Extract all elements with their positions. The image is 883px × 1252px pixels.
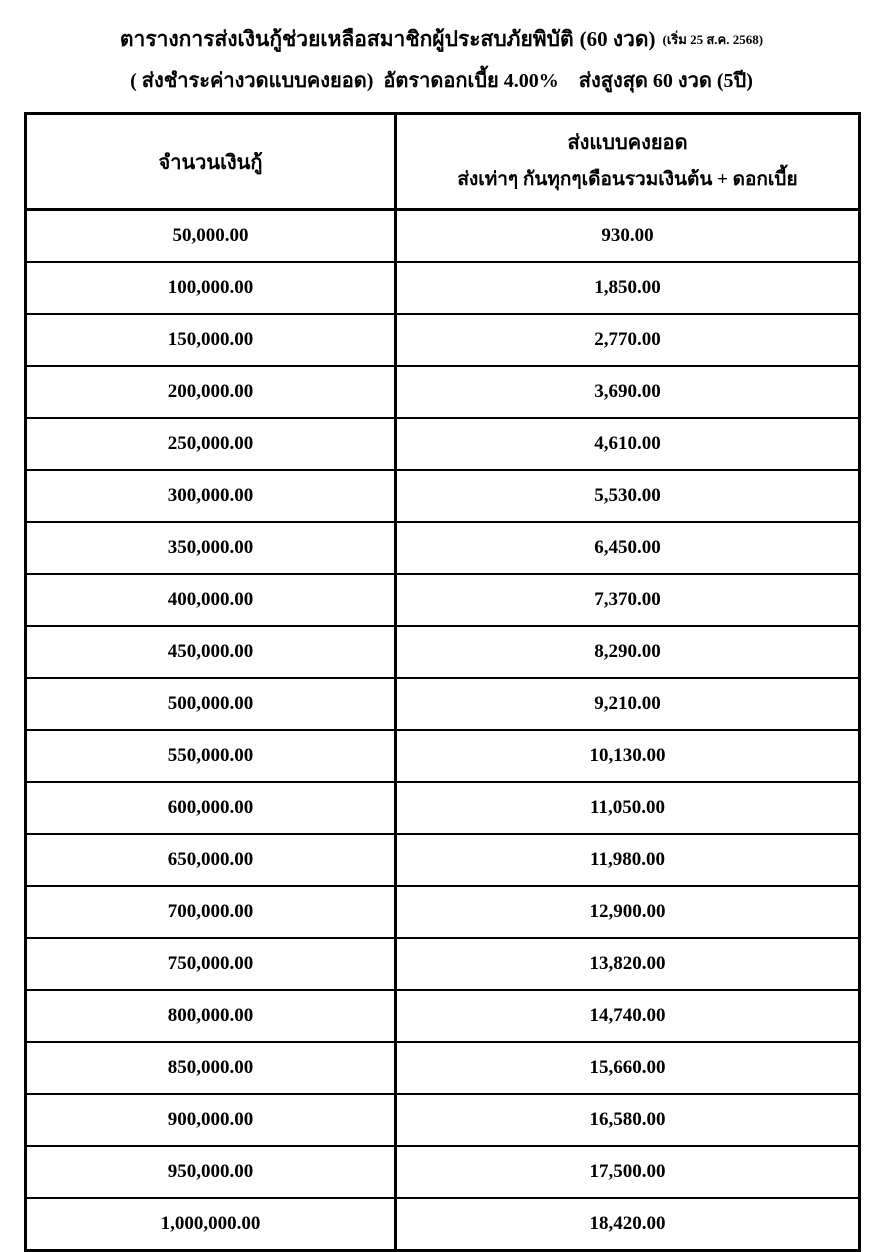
table-row <box>26 782 860 834</box>
table-row <box>26 678 860 730</box>
cell-loan-amount: 550,000.00 <box>26 730 396 782</box>
table-row <box>26 730 860 782</box>
cell-loan-amount: 500,000.00 <box>26 678 396 730</box>
cell-installment: 16,580.00 <box>396 1094 860 1146</box>
table-row <box>26 418 860 470</box>
table-row <box>26 1198 860 1251</box>
cell-loan-amount: 700,000.00 <box>26 886 396 938</box>
cell-installment: 18,420.00 <box>589 1213 666 1234</box>
cell-installment: 11,980.00 <box>396 834 860 886</box>
table-row <box>26 834 860 886</box>
cell-loan-amount: 750,000.00 <box>26 938 396 990</box>
table-row <box>26 522 860 574</box>
cell-loan-amount: 400,000.00 <box>26 574 396 626</box>
cell-installment: 13,820.00 <box>396 938 860 990</box>
cell-installment: 930.00 <box>396 210 860 263</box>
column-header-installment <box>396 114 860 210</box>
cell-loan-amount: 950,000.00 <box>26 1146 396 1198</box>
cell-loan-amount: 50,000.00 <box>26 210 396 263</box>
page-subtitle <box>0 69 883 94</box>
table-row <box>26 1042 860 1094</box>
cell-installment: 3,690.00 <box>396 366 860 418</box>
cell-installment: 7,370.00 <box>396 574 860 626</box>
page-title-periods: (60 งวด) <box>579 27 656 51</box>
cell-loan-amount: 800,000.00 <box>26 990 396 1042</box>
page-title-start-date: (เริ่ม 25 ส.ค. 2568) <box>662 32 764 47</box>
cell-installment: 12,900.00 <box>396 886 860 938</box>
cell-installment: 4,610.00 <box>396 418 860 470</box>
table-row <box>26 886 860 938</box>
table-header <box>26 114 860 210</box>
subtitle-max-periods: ส่งสูงสุด 60 งวด (5ปี) <box>578 70 753 93</box>
table-row <box>26 574 860 626</box>
column-header-loan-amount: จำนวนเงินกู้ <box>26 114 396 210</box>
cell-loan-amount: 150,000.00 <box>26 314 396 366</box>
cell-installment: 2,770.00 <box>396 314 860 366</box>
table-row <box>26 314 860 366</box>
cell-installment: 9,210.00 <box>396 678 860 730</box>
cell-loan-amount: 300,000.00 <box>26 470 396 522</box>
cell-loan-amount: 850,000.00 <box>26 1042 396 1094</box>
cell-loan-amount: 900,000.00 <box>26 1094 396 1146</box>
cell-installment: 6,450.00 <box>396 522 860 574</box>
cell-loan-amount: 350,000.00 <box>26 522 396 574</box>
table-body <box>26 210 860 1251</box>
document-heading <box>0 0 883 94</box>
table-header-row <box>26 114 860 210</box>
cell-loan-amount: 650,000.00 <box>26 834 396 886</box>
cell-installment: 5,530.00 <box>396 470 860 522</box>
cell-loan-amount: 450,000.00 <box>26 626 396 678</box>
cell-installment: 10,130.00 <box>396 730 860 782</box>
subtitle-payment-method: ( ส่งชำระค่างวดแบบคงยอด) <box>130 70 374 93</box>
page-title <box>0 26 883 52</box>
table-row <box>26 626 860 678</box>
cell-installment: 11,050.00 <box>396 782 860 834</box>
cell-loan-amount: 600,000.00 <box>26 782 396 834</box>
cell-installment: 8,290.00 <box>396 626 860 678</box>
loan-table-container <box>24 112 858 1252</box>
cell-installment: 15,660.00 <box>396 1042 860 1094</box>
page-title-main: ตารางการส่งเงินกู้ช่วยเหลือสมาชิกผู้ประสบภัยพิบัติ <box>119 27 574 51</box>
table-row <box>26 366 860 418</box>
loan-repayment-table <box>24 112 861 1252</box>
cell-loan-amount: 200,000.00 <box>26 366 396 418</box>
table-row <box>26 938 860 990</box>
column-header-installment-line1: ส่งแบบคงยอด <box>567 132 688 155</box>
subtitle-interest-rate: อัตราดอกเบี้ย 4.00% <box>383 70 559 93</box>
table-row <box>26 210 860 263</box>
cell-loan-amount: 250,000.00 <box>26 418 396 470</box>
cell-loan-amount: 100,000.00 <box>26 262 396 314</box>
table-row <box>26 262 860 314</box>
cell-installment: 17,500.00 <box>396 1146 860 1198</box>
table-row <box>26 990 860 1042</box>
column-header-installment-line2: ส่งเท่าๆ กันทุกๆเดือนรวมเงินต้น + ดอกเบี้ย <box>457 169 798 191</box>
cell-installment: 1,850.00 <box>396 262 860 314</box>
cell-installment: 14,740.00 <box>396 990 860 1042</box>
table-row <box>26 1146 860 1198</box>
table-row <box>26 470 860 522</box>
table-row <box>26 1094 860 1146</box>
cell-loan-amount: 1,000,000.00 <box>26 1198 396 1251</box>
